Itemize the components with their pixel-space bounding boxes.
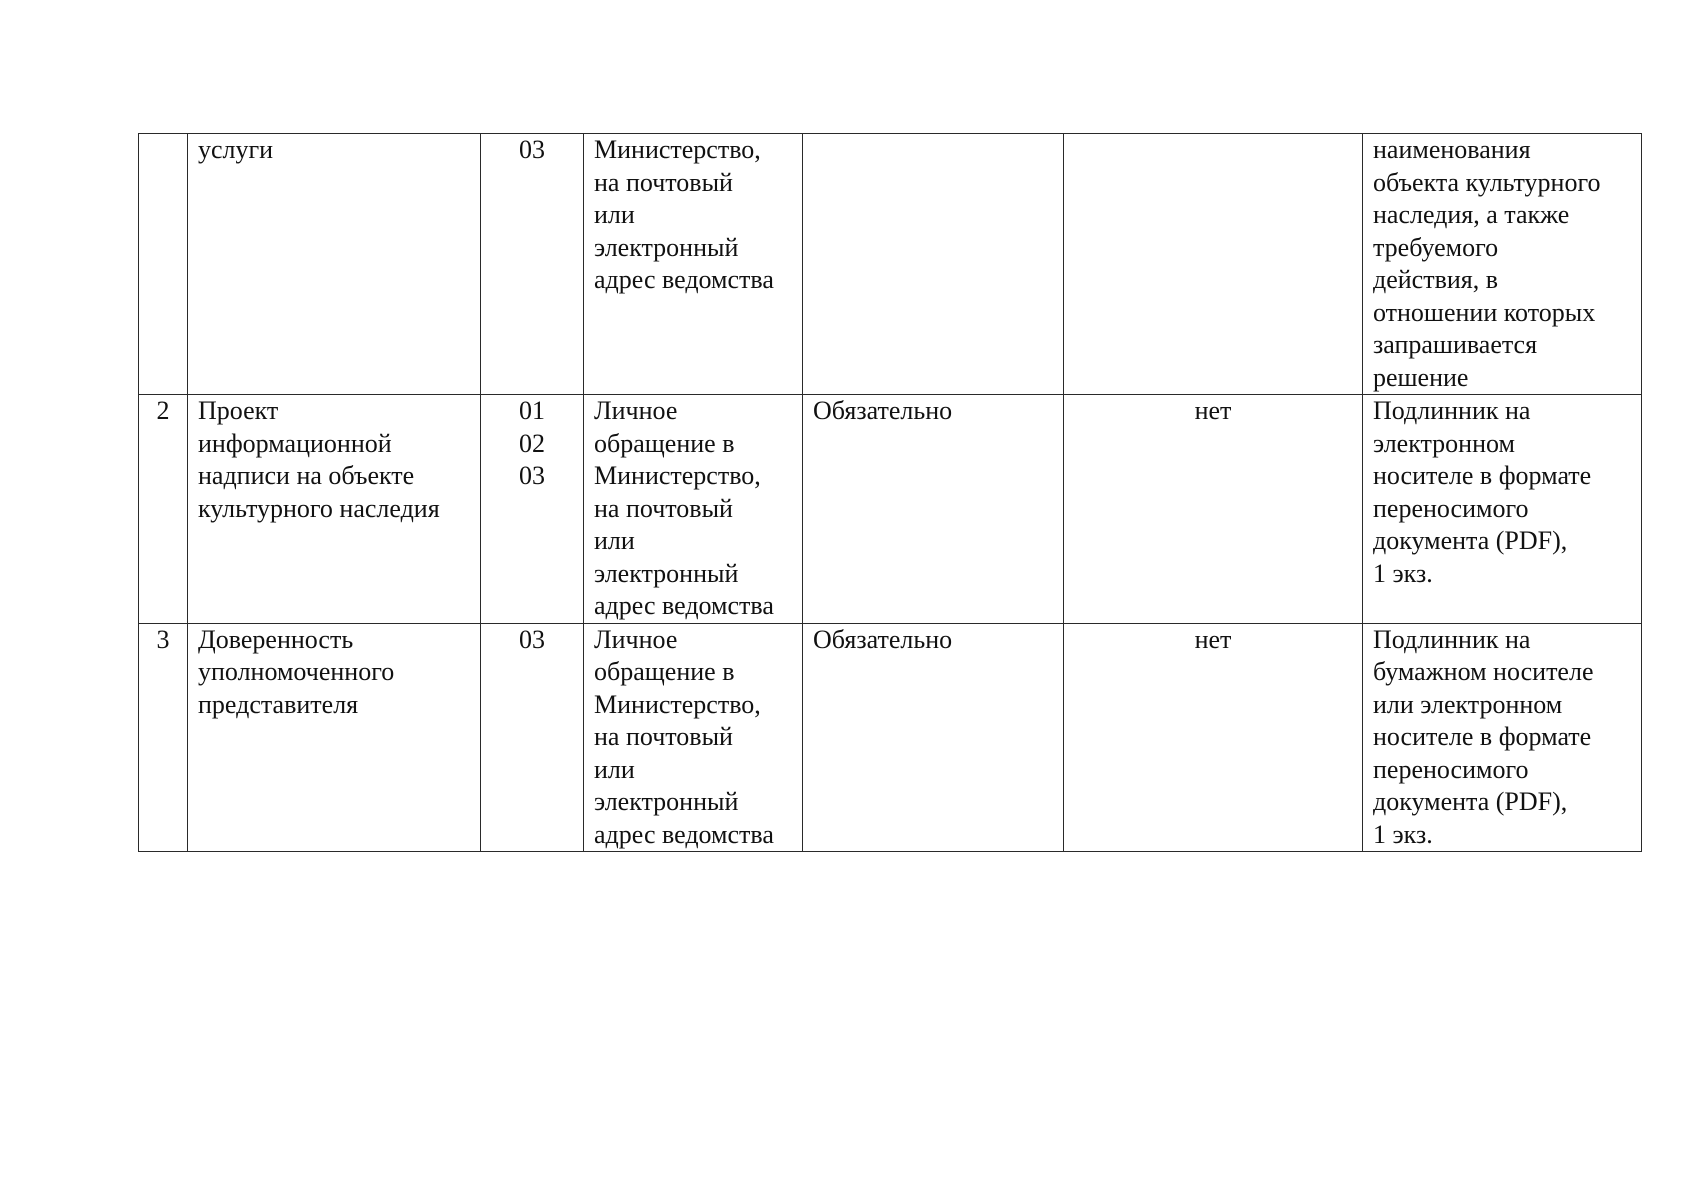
submission-method: Личное обращение в Министерство, на почтовый или электронный адрес ведомства	[594, 396, 774, 620]
document-form: наименования объекта культурного наследия, а также требуемого действия, в отношении которых запрашивается решение	[1373, 135, 1601, 392]
documents-table	[138, 133, 1642, 852]
document-name: услуги	[198, 135, 274, 164]
submission-method-cell	[584, 395, 803, 624]
document-form: Подлинник на бумажном носителе или электронном носителе в формате переносимого документа (PDF), 1 экз.	[1373, 624, 1594, 849]
required-cell	[1064, 134, 1363, 395]
row-number-cell	[139, 134, 188, 395]
document-form-cell	[1363, 623, 1642, 852]
required-cell	[1064, 623, 1363, 852]
mandatory-cell	[803, 134, 1064, 395]
mandatory: Обязательно	[813, 624, 953, 654]
document-name: Проект информационной надписи на объекте культурного наследия	[198, 396, 440, 523]
submission-method-cell	[584, 623, 803, 852]
document-name-cell	[188, 134, 481, 395]
codes-cell	[481, 134, 584, 395]
codes-cell	[481, 623, 584, 852]
table-row	[139, 623, 1642, 852]
mandatory: Обязательно	[813, 396, 953, 425]
document-form: Подлинник на электронном носителе в формате переносимого документа (PDF), 1 экз.	[1373, 396, 1592, 588]
table-row	[139, 395, 1642, 624]
required-cell	[1064, 395, 1363, 624]
required: нет	[1194, 396, 1232, 425]
codes-cell	[481, 395, 584, 624]
required: нет	[1194, 624, 1232, 654]
row-number-cell	[139, 395, 188, 624]
submission-method-cell	[584, 134, 803, 395]
mandatory-cell	[803, 395, 1064, 624]
codes: 03	[519, 135, 545, 164]
submission-method: Личное обращение в Министерство, на почтовый или электронный адрес ведомства	[594, 624, 774, 849]
document-form-cell	[1363, 395, 1642, 624]
document-name-cell	[188, 623, 481, 852]
mandatory-cell	[803, 623, 1064, 852]
row-number: 3	[156, 624, 170, 654]
table-row	[139, 134, 1642, 395]
document-name-cell	[188, 395, 481, 624]
row-number: 2	[156, 396, 170, 425]
document-name: Доверенность уполномоченного представителя	[198, 624, 395, 719]
row-number-cell	[139, 623, 188, 852]
codes: 03	[519, 624, 545, 654]
submission-method: Министерство, на почтовый или электронный адрес ведомства	[594, 135, 774, 294]
document-form-cell	[1363, 134, 1642, 395]
codes: 01 02 03	[519, 396, 545, 490]
